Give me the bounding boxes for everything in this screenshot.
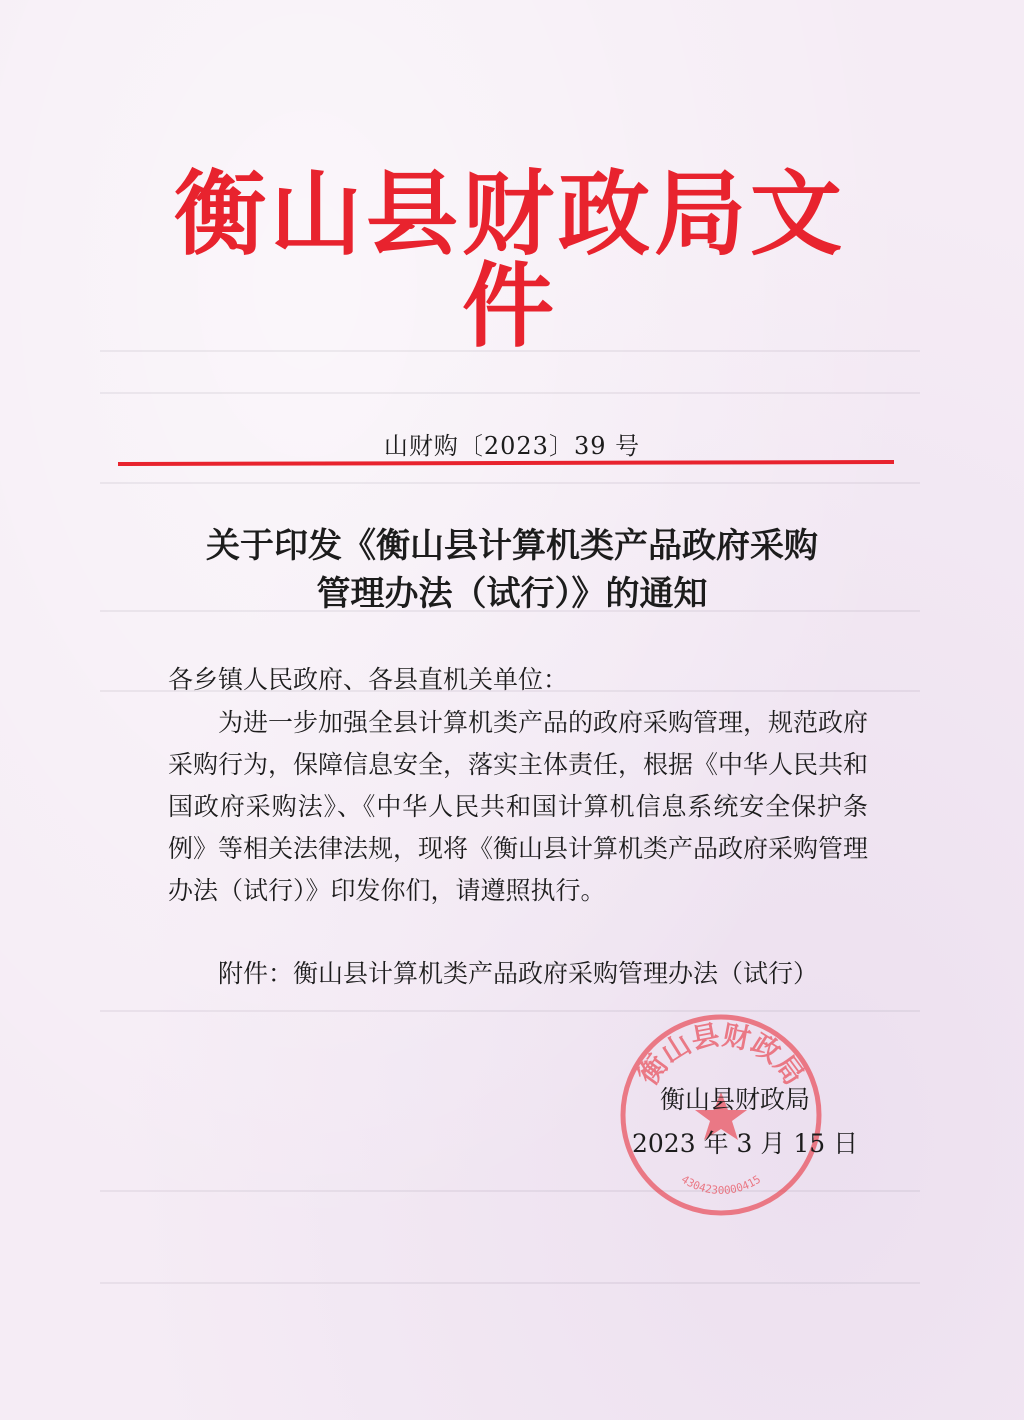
document-number: 山财购〔2023〕39 号 — [383, 432, 641, 460]
notice-title-line-1: 关于印发《衡山县计算机类产品政府采购 — [206, 526, 818, 566]
body-paragraph: 为进一步加强全县计算机类产品的政府采购管理，规范政府采购行为，保障信息安全，落实主体责任，根据《中华人民共和国政府采购法》、《中华人民共和国计算机信息系统安全保护条例》等相关法律法规，现将《衡山县计算机类产品政府采购管理办法（试行）》印发你们，请遵照执行。 — [168, 708, 869, 905]
notice-title — [130, 522, 894, 618]
red-divider — [118, 460, 894, 466]
recipients: 各乡镇人民政府、各县直机关单位： — [168, 665, 569, 694]
bleed-line — [100, 392, 920, 394]
issuer-name: 衡山县财政局 — [660, 1085, 811, 1114]
seal-text: 衡山县财政局 — [631, 1018, 811, 1091]
attachment-line: 附件：衡山县计算机类产品政府采购管理办法（试行） — [218, 959, 819, 988]
bleed-line — [100, 1282, 920, 1284]
issue-date: 2023 年 3 月 15 日 — [632, 1129, 859, 1158]
seal-code: 4304230000415 — [678, 1172, 764, 1197]
seal-code-text — [679, 1173, 763, 1197]
notice-title-line-2: 管理办法（试行）》的通知 — [316, 574, 708, 614]
bleed-line — [100, 482, 920, 484]
document-header-title: 衡山县财政局文件 — [173, 160, 846, 360]
